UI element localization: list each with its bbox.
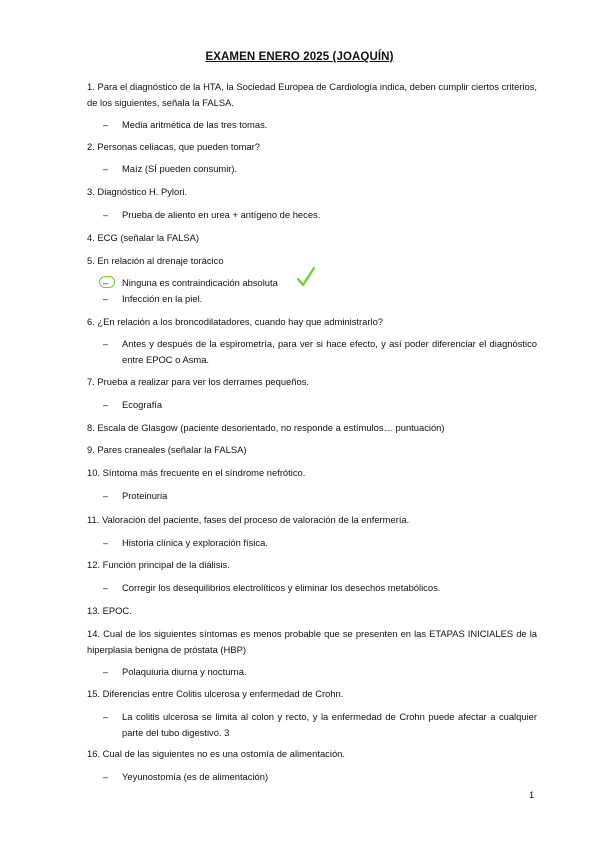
bullet-dash: – (103, 490, 109, 501)
question-6: 6. ¿En relación a los broncodilatadores, cuando hay que administrarlo? (87, 316, 384, 327)
bullet-dash: – (103, 666, 109, 677)
question-12: 12. Función principal de la diálisis. (87, 559, 230, 570)
bullet-dash: – (103, 582, 109, 593)
answer-16: Yeyunostomía (es de alimentación) (122, 771, 269, 782)
question-7: 7. Prueba a realizar para ver los derrames pequeños. (87, 376, 309, 387)
answer-2: Maíz (SÍ pueden consumir). (122, 163, 238, 174)
question-9: 9. Pares craneales (señalar la FALSA) (87, 444, 247, 455)
bullet-dash: – (103, 277, 109, 288)
answer-5a: Ninguna es contraindicación absoluta (122, 277, 278, 288)
question-2: 2. Personas celiacas, que pueden tomar? (87, 141, 261, 152)
question-16: 16. Cual de las siguientes no es una ostomía de alimentación. (87, 748, 345, 759)
answer-10: Proteinuria (122, 490, 168, 501)
answer-11: Historia clínica y exploración física. (122, 537, 268, 548)
question-4: 4. ECG (señalar la FALSA) (87, 232, 200, 243)
page-title: EXAMEN ENERO 2025 (JOAQUÍN) (205, 51, 394, 63)
question-10: 10. Síntoma más frecuente en el síndrome nefrótico. (87, 467, 306, 478)
bullet-dash: – (103, 771, 109, 782)
bullet-dash: – (103, 537, 109, 548)
answer-14: Polaquiuria diurna y nocturna. (122, 666, 247, 677)
bullet-dash: – (103, 163, 109, 174)
page-number: 1 (529, 789, 535, 800)
answer-7: Ecografía (122, 399, 163, 410)
answer-12: Corregir los desequilibrios electrolíticos y eliminar los desechos metabólicos. (122, 582, 441, 593)
bullet-dash: – (103, 209, 109, 220)
bullet-dash: – (103, 293, 109, 304)
bullet-dash: – (103, 399, 109, 410)
checkmark-icon (296, 266, 316, 288)
bullet-dash: – (103, 711, 109, 722)
question-14: 14. Cual de los siguientes síntomas es menos probable que se presenten en las ETAPAS INICIALES de la hiperplasia benigna de próstata (HBP) (87, 628, 537, 655)
answer-1: Media aritmética de las tres tomas. (122, 119, 268, 130)
question-3: 3. Diagnóstico H. Pylori. (87, 186, 188, 197)
question-11: 11. Valoración del paciente, fases del proceso de valoración de la enfermería. (87, 514, 410, 525)
question-8: 8. Escala de Glasgow (paciente desorientado, no responde a estímulos… puntuación) (87, 422, 445, 433)
question-13: 13. EPOC. (87, 605, 132, 616)
answer-3: Prueba de aliento en urea + antígeno de heces. (122, 209, 321, 220)
question-1: 1. Para el diagnóstico de la HTA, la Sociedad Europea de Cardiología indica, deben cumplir ciertos criterios, de los siguientes, señala la FALSA. (87, 81, 537, 108)
bullet-dash: – (103, 119, 109, 130)
answer-6: Antes y después de la espirometría, para ver si hace efecto, y así poder diferenciar el diagnóstico entre EPOC o Asma. (122, 338, 537, 365)
answer-5b: Infección en la piel. (122, 293, 203, 304)
question-15: 15. Diferencias entre Colitis ulcerosa y enfermedad de Crohn. (87, 688, 344, 699)
bullet-dash: – (103, 338, 109, 349)
question-5: 5. En relación al drenaje torácico (87, 255, 224, 266)
answer-15: La colitis ulcerosa se limita al colon y recto, y la enfermedad de Crohn puede afectar a cualquier parte del tubo digestivo. 3 (122, 711, 537, 738)
